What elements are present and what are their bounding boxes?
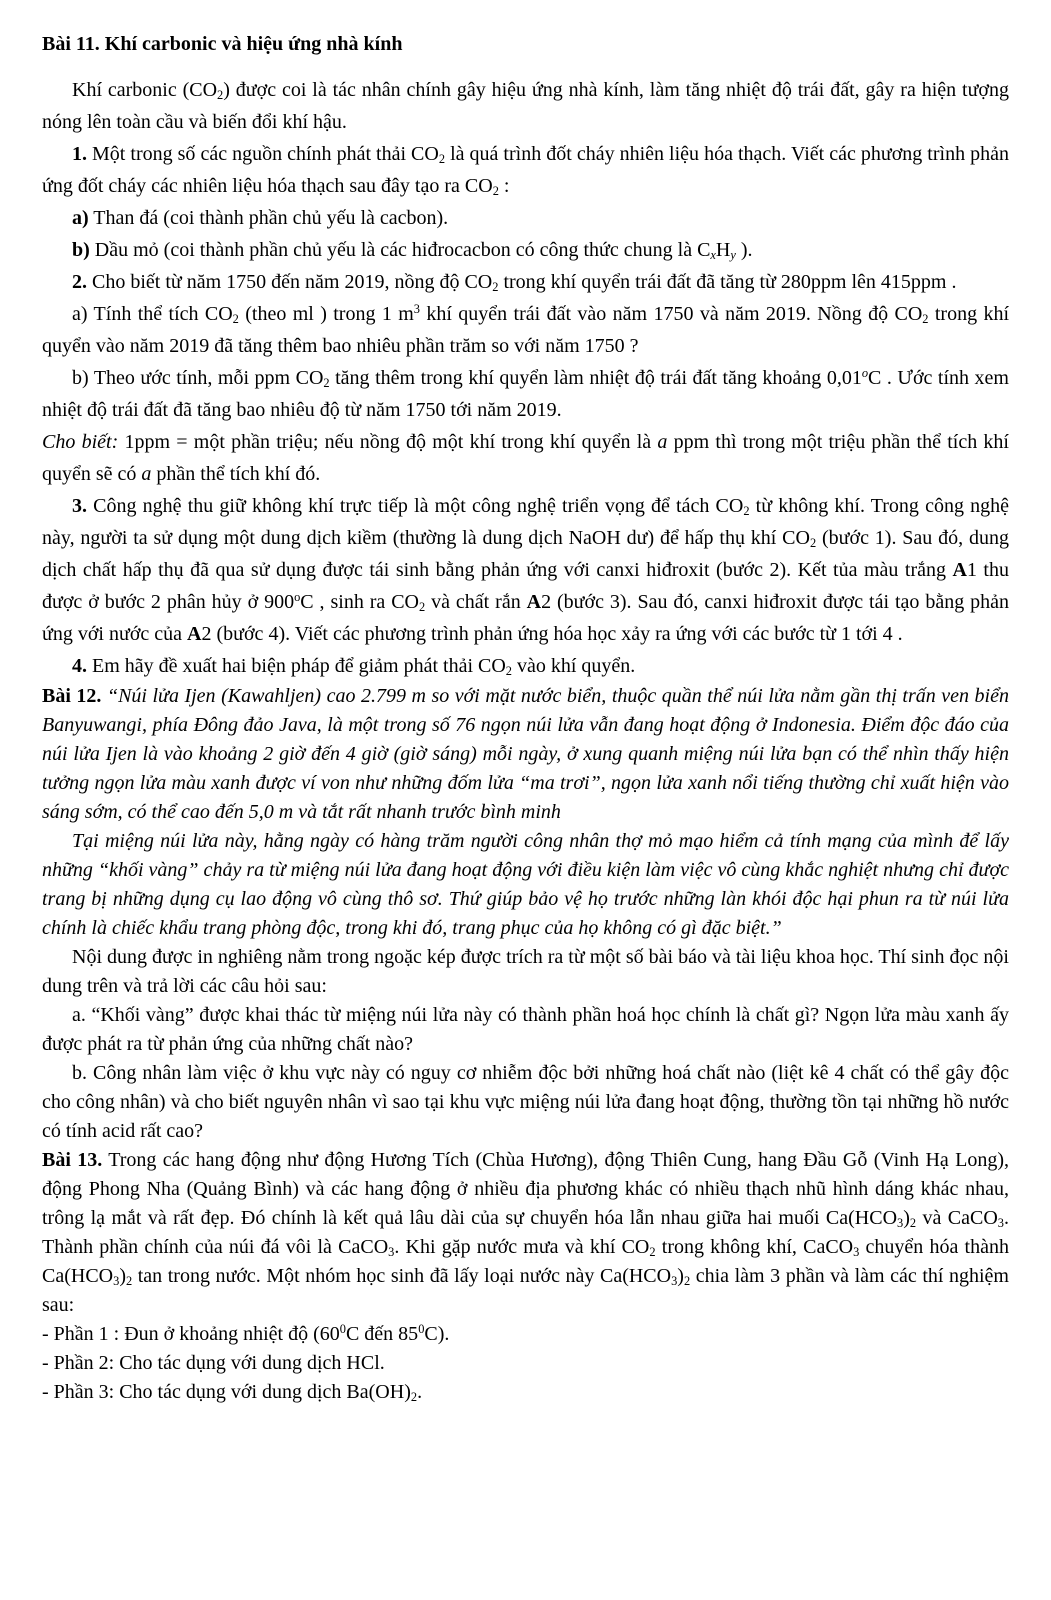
- bai11-note: [42, 426, 1009, 490]
- text-run: (theo ml ) trong 1 m: [238, 303, 414, 325]
- bai13-part3: [42, 1378, 1009, 1407]
- bai11-q3: [42, 490, 1009, 650]
- bai11-heading: [42, 28, 1009, 60]
- text-run: 3: [897, 1216, 904, 1231]
- text-run: 3.: [72, 495, 87, 517]
- text-run: và chất rắn: [425, 591, 527, 613]
- bai13-part1: [42, 1320, 1009, 1349]
- text-run: chuyển hóa thành Ca(HCO: [42, 1236, 1009, 1287]
- text-run: 1.: [72, 143, 87, 165]
- text-run: ): [903, 1207, 910, 1229]
- text-run: ): [119, 1265, 126, 1287]
- text-run: C).: [424, 1323, 450, 1345]
- text-run: Dầu mỏ (coi thành phần chủ yếu là các hiđrocacbon có công thức chung là C: [89, 239, 711, 261]
- bai11-q1a: [42, 202, 1009, 234]
- text-run: Khí carbonic (CO: [72, 79, 218, 101]
- text-run: a): [72, 207, 89, 229]
- text-run: Bài 13.: [42, 1149, 103, 1171]
- bai11-q1b: [42, 234, 1009, 266]
- text-run: 1ppm = một phần triệu; nếu nồng độ một khí trong khí quyển là: [118, 431, 658, 453]
- text-run: b) Theo ước tính, mỗi ppm CO: [72, 367, 324, 389]
- text-run: a: [141, 463, 152, 485]
- text-run: A: [952, 559, 967, 581]
- text-run: C đến 85: [345, 1323, 419, 1345]
- text-run: khí quyển trái đất vào năm 1750 và năm 2019. Nồng độ CO: [419, 303, 923, 325]
- text-run: trong khí quyển trái đất đã tăng từ 280ppm lên 415ppm .: [498, 271, 957, 293]
- text-run: 3: [388, 1245, 395, 1260]
- text-run: 2: [492, 280, 499, 295]
- text-run: 2: [217, 88, 224, 103]
- text-run: 3: [113, 1274, 120, 1289]
- text-run: - Phần 1 : Đun ở khoảng nhiệt độ (60: [42, 1323, 340, 1345]
- text-run: a. “Khối vàng” được khai thác từ miệng núi lửa này có thành phần hoá học chính là chất gì? Ngọn lửa màu xanh ấy được phát ra từ phản ứng của những chất nào?: [42, 1004, 1009, 1055]
- text-run: 2: [505, 664, 512, 679]
- text-run: 0: [418, 1322, 425, 1337]
- text-run: ).: [735, 239, 753, 261]
- text-run: 2: [410, 1390, 418, 1405]
- text-run: 2: [743, 504, 750, 519]
- text-run: tăng thêm trong khí quyển làm nhiệt độ trái đất tăng khoảng 0,01: [329, 367, 862, 389]
- text-run: Nội dung được in nghiêng nằm trong ngoặc kép được trích ra từ một số bài báo và tài liệu khoa học. Thí sinh đọc nội dung trên và trả lời các câu hỏi sau:: [42, 946, 1009, 997]
- text-run: b. Công nhân làm việc ở khu vực này có nguy cơ nhiễm độc bởi những hoá chất nào (liệt kê 4 chất có thể gây độc cho công nhân) và cho biết nguyên nhân vì sao tại khu vực miệng núi lửa đang hoạt động, thường tồn tại những hồ nước có tính acid rất cao?: [42, 1062, 1009, 1142]
- text-run: Bài 11. Khí carbonic và hiệu ứng nhà kính: [42, 33, 403, 55]
- bai12-note: [42, 943, 1009, 1001]
- text-run: 2: [232, 312, 239, 327]
- text-run: Bài 12.: [42, 685, 102, 707]
- text-run: 2: [649, 1245, 656, 1260]
- bai11-intro: [42, 74, 1009, 138]
- text-run: tan trong nước. Một nhóm học sinh đã lấy loại nước này Ca(HCO: [132, 1265, 672, 1287]
- text-run: 3: [997, 1216, 1004, 1231]
- bai11-q1: [42, 138, 1009, 202]
- text-run: - Phần 3: Cho tác dụng với dung dịch Ba(OH): [42, 1381, 411, 1403]
- text-run: .: [417, 1381, 423, 1403]
- text-run: trong không khí, CaCO: [655, 1236, 854, 1258]
- text-run: ppm thì trong một triệu phần thể tích khí quyển sẽ có: [42, 431, 1009, 485]
- bai11-q4: [42, 650, 1009, 682]
- text-run: ): [677, 1265, 684, 1287]
- bai12-qa: [42, 1001, 1009, 1059]
- text-run: a) Tính thể tích CO: [72, 303, 233, 325]
- text-run: C . Ước tính xem nhiệt độ trái đất đã tăng bao nhiêu độ từ năm 1750 tới năm 2019.: [42, 367, 1009, 421]
- text-run: 3: [413, 302, 420, 317]
- text-run: phần thể tích khí đó.: [151, 463, 321, 485]
- text-run: - Phần 2: Cho tác dụng với dung dịch HCl.: [42, 1352, 385, 1374]
- text-run: 3: [853, 1245, 860, 1260]
- text-run: và CaCO: [916, 1207, 998, 1229]
- text-run: :: [498, 175, 510, 197]
- text-run: o: [294, 590, 301, 605]
- text-run: . Thành phần chính của núi đá vôi là CaCO: [42, 1207, 1009, 1258]
- text-run: “Núi lửa Ijen (Kawahljen) cao 2.799 m so với mặt nước biển, thuộc quần thể núi lửa nằm gần thị trấn ven biển Banyuwangi, phía Đông đảo Java, là một trong số 76 ngọn núi lửa vẫn đang hoạt động ở Indonesia. Điểm độc đáo của núi lửa Ijen là vào khoảng 2 giờ đến 4 giờ (giờ sáng) mỗi ngày, ở xung quanh miệng núi lửa bạn có thể nhìn thấy hiện tưởng ngọn lửa màu xanh được ví von như những đốm lửa “ma trơi”, ngọn lửa xanh nổi tiếng thường chỉ xuất hiện vào sáng sớm, có thể cao đến 5,0 m và tắt rất nhanh trước bình minh: [42, 685, 1009, 823]
- text-run: 2: [438, 152, 446, 167]
- text-run: trong khí quyển vào năm 2019 đã tăng thêm bao nhiêu phần trăm so với năm 1750 ?: [42, 303, 1009, 357]
- text-run: là quá trình đốt cháy nhiên liệu hóa thạch. Viết các phương trình phản ứng đốt cháy các nhiên liệu hóa thạch sau đây tạo ra CO: [42, 143, 1009, 197]
- text-run: 3: [671, 1274, 678, 1289]
- text-run: 4.: [72, 655, 87, 677]
- text-run: từ không khí. Trong công nghệ này, người ta sử dụng một dung dịch kiềm (thường là dung dịch NaOH dư) để hấp thụ khí CO: [42, 495, 1009, 549]
- text-run: ) được coi là tác nhân chính gây hiệu ứng nhà kính, làm tăng nhiệt độ trái đất, gây ra hiện tượng nóng lên toàn cầu và biến đổi khí hậu.: [42, 79, 1009, 133]
- text-run: chia làm 3 phần và làm các thí nghiệm sau:: [42, 1265, 1009, 1316]
- text-run: A: [187, 623, 202, 645]
- text-run: Một trong số các nguồn chính phát thải CO: [87, 143, 439, 165]
- text-run: y: [730, 248, 736, 263]
- text-run: a: [657, 431, 668, 453]
- text-run: 2: [683, 1274, 691, 1289]
- text-run: 2: [323, 376, 330, 391]
- bai11-q2a: [42, 298, 1009, 362]
- text-run: 2: [922, 312, 929, 327]
- bai12-qb: [42, 1059, 1009, 1146]
- text-run: Cho biết từ năm 1750 đến năm 2019, nồng độ CO: [87, 271, 493, 293]
- text-run: 2: [809, 536, 817, 551]
- text-run: 2.: [72, 271, 87, 293]
- text-run: Tại miệng núi lửa này, hằng ngày có hàng trăm người công nhân thợ mỏ mạo hiểm cả tính mạng của mình để lấy những “khối vàng” chảy ra từ miệng núi lửa đang hoạt động với điều kiện làm việc vô cùng khắc nghiệt nhưng chỉ được trang bị những dụng cụ lao động vô cùng thô sơ. Thứ giúp bảo vệ họ trước những làn khói độc hại phun ra từ núi lửa chính là chiếc khẩu trang phòng độc, trong khi đó, trang phục của họ không có gì đặc biệt.”: [42, 830, 1009, 939]
- text-run: C , sinh ra CO: [300, 591, 419, 613]
- text-run: Em hãy đề xuất hai biện pháp để giảm phát thải CO: [87, 655, 506, 677]
- bai13-intro: [42, 1146, 1009, 1320]
- text-run: x: [710, 248, 716, 263]
- text-run: b): [72, 239, 90, 261]
- text-run: 2: [419, 600, 426, 615]
- text-run: . Khi gặp nước mưa và khí CO: [394, 1236, 650, 1258]
- bai11-q2: [42, 266, 1009, 298]
- bai12-quote-2: [42, 827, 1009, 943]
- text-run: 2 (bước 3). Sau đó, canxi hiđroxit được tái tạo bằng phản ứng với nước của: [42, 591, 1009, 645]
- text-run: H: [715, 239, 731, 261]
- text-run: 2 (bước 4). Viết các phương trình phản ứng hóa học xảy ra ứng với các bước từ 1 tới 4 .: [201, 623, 903, 645]
- text-run: o: [861, 366, 869, 381]
- text-run: A: [526, 591, 542, 613]
- text-run: (bước 1). Sau đó, dung dịch chất hấp thụ đã qua sử dụng được tái sinh bằng phản ứng với canxi hiđroxit (bước 2). Kết tủa màu trắng: [42, 527, 1009, 581]
- text-run: 2: [492, 184, 499, 199]
- text-run: 2: [125, 1274, 133, 1289]
- text-run: 0: [339, 1322, 346, 1337]
- text-run: 1 thu được ở bước 2 phân hủy ở 900: [42, 559, 1009, 613]
- text-run: Cho biết:: [42, 431, 119, 453]
- bai12-intro-quote: [42, 682, 1009, 827]
- bai11-q2b: [42, 362, 1009, 426]
- text-run: 2: [909, 1216, 917, 1231]
- text-run: Trong các hang động như động Hương Tích (Chùa Hương), động Thiên Cung, hang Đầu Gỗ (Vinh Hạ Long), động Phong Nha (Quảng Bình) và các hang động ở nhiều địa phương khác có nhiều thạch nhũ hình dáng khác nhau, trông lạ mắt và rất đẹp. Đó chính là kết quả lâu dài của sự chuyển hóa lẫn nhau giữa hai muối Ca(HCO: [42, 1149, 1009, 1229]
- text-run: vào khí quyển.: [511, 655, 636, 677]
- text-run: Công nghệ thu giữ không khí trực tiếp là một công nghệ triển vọng để tách CO: [87, 495, 744, 517]
- bai13-part2: [42, 1349, 1009, 1378]
- text-run: Than đá (coi thành phần chủ yếu là cacbon).: [88, 207, 449, 229]
